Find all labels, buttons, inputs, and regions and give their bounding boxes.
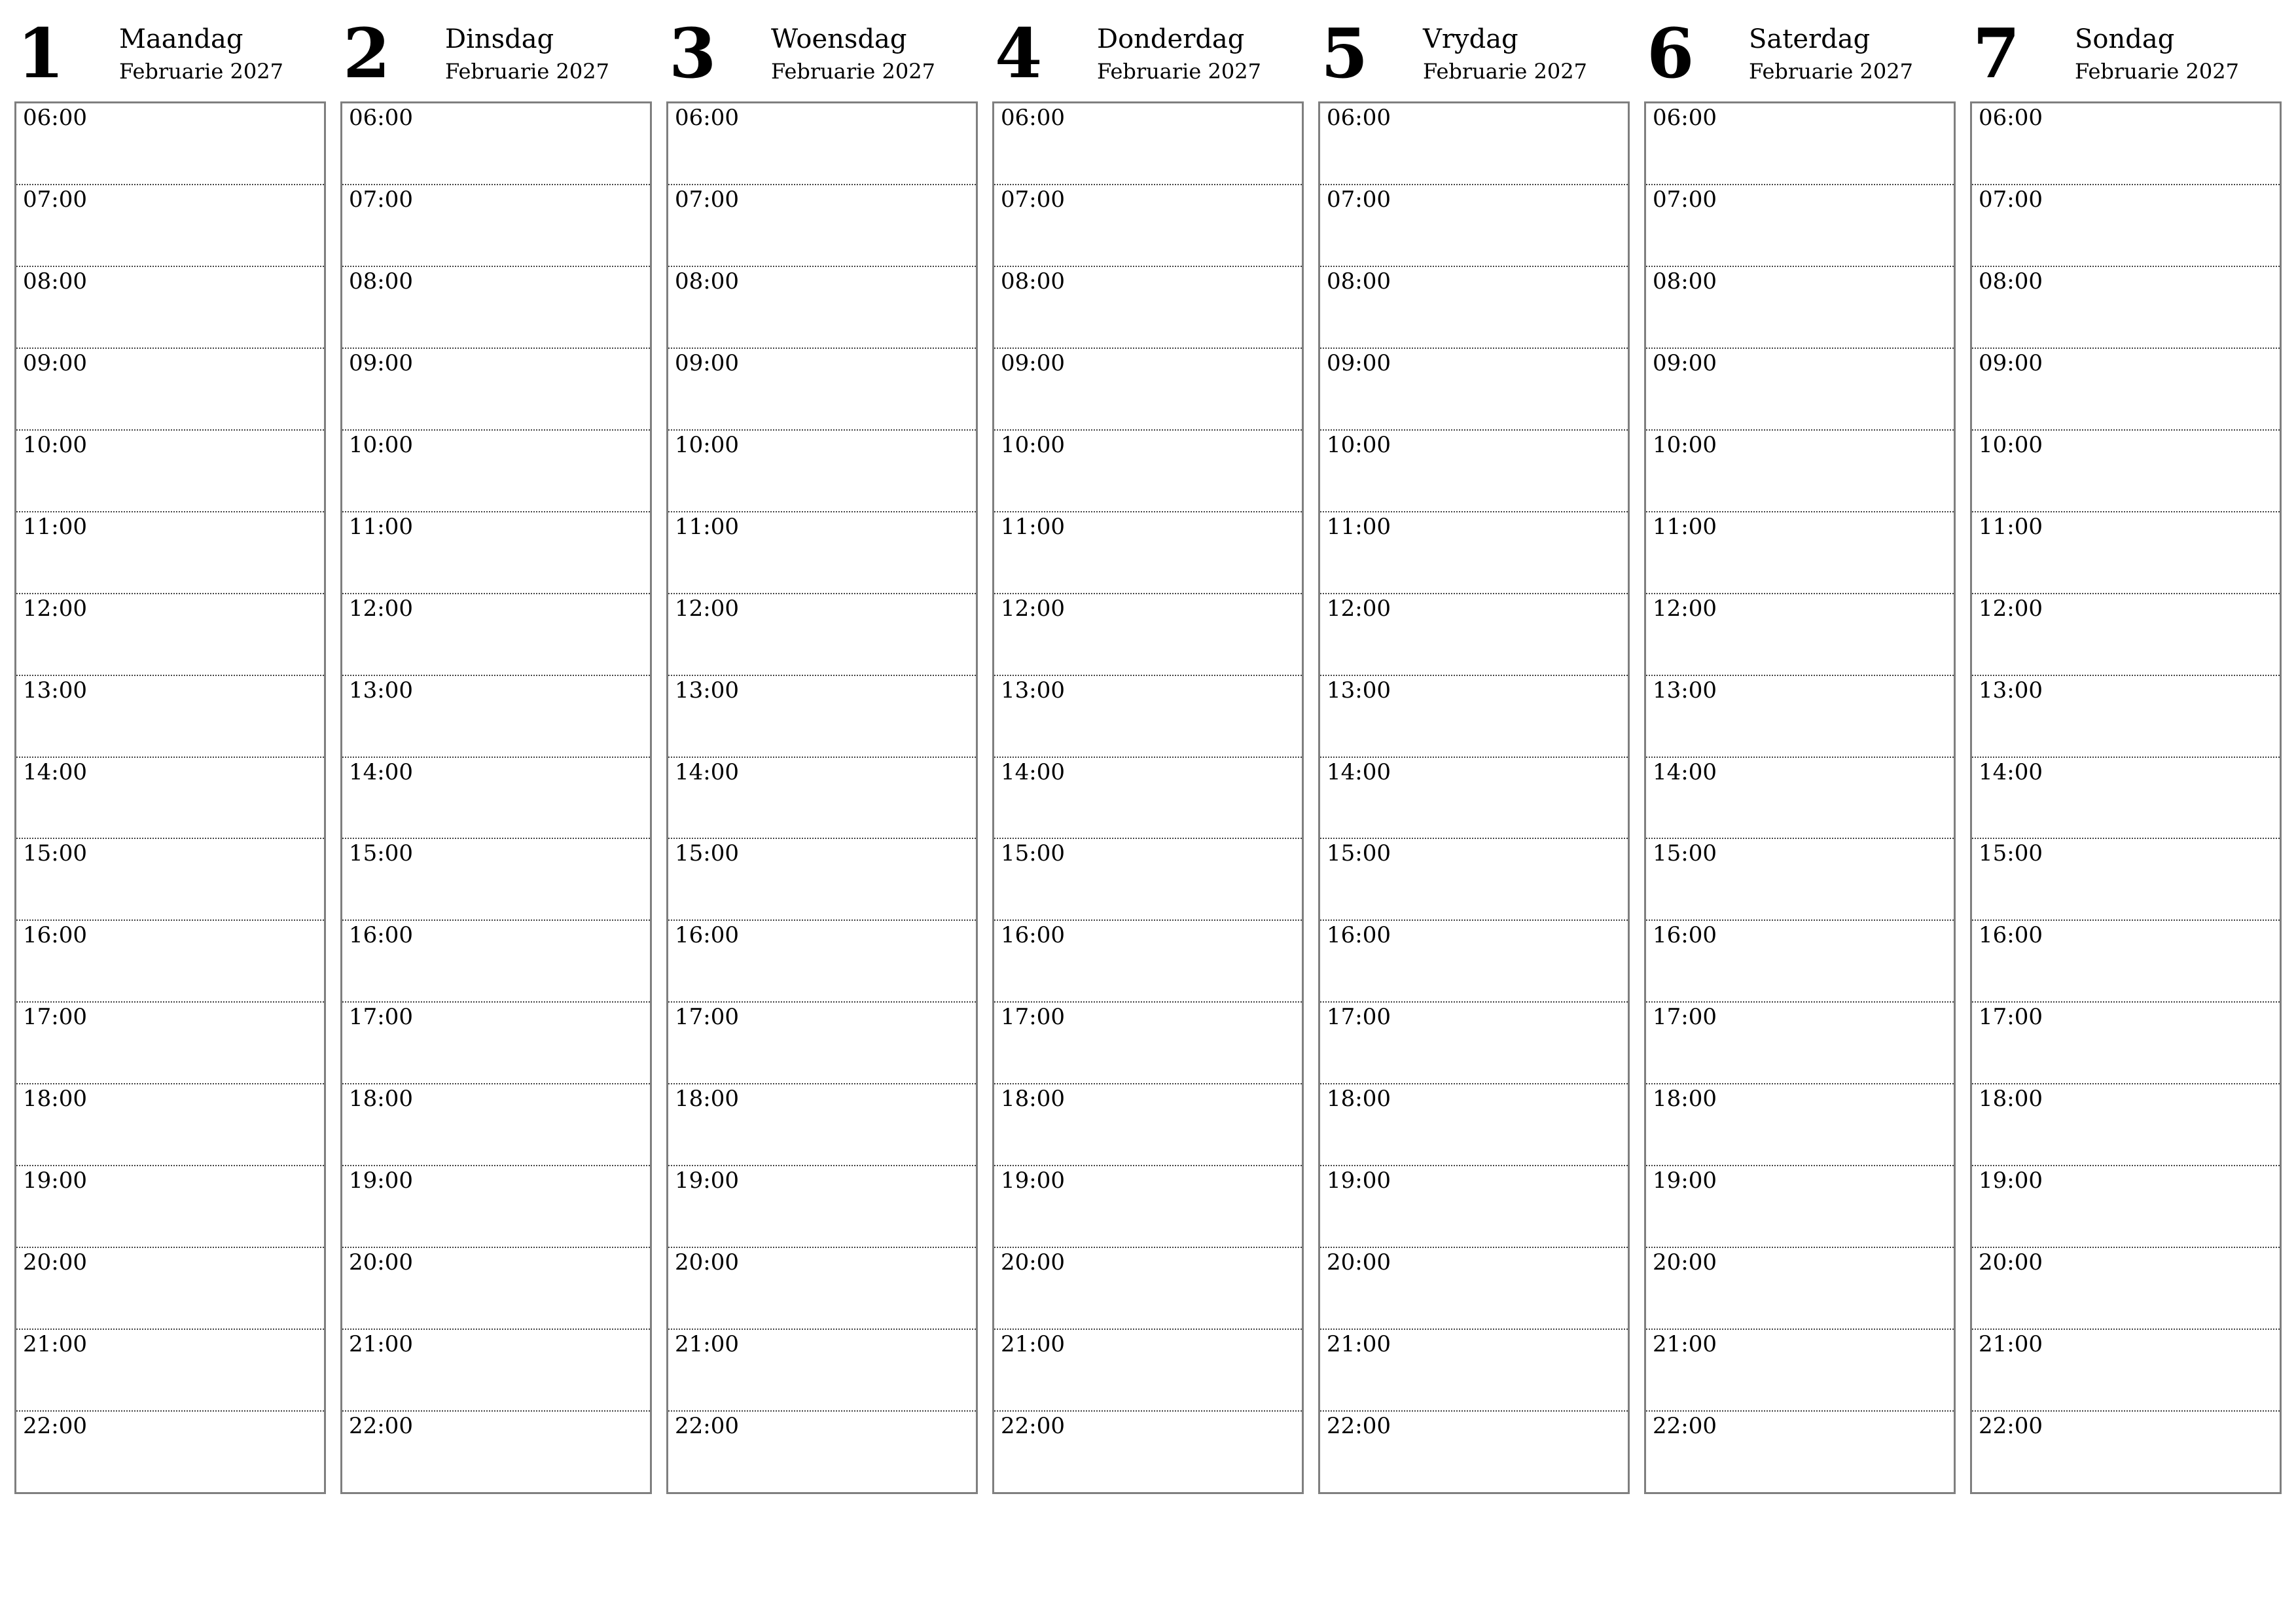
time-slot[interactable]	[1972, 839, 2280, 921]
time-slot[interactable]	[342, 512, 650, 594]
time-slot-label: 08:00	[1001, 268, 1065, 294]
time-slot-label: 07:00	[349, 186, 413, 213]
time-slot[interactable]	[342, 267, 650, 349]
time-slot-label: 13:00	[675, 677, 739, 704]
time-slot-label: 16:00	[23, 922, 87, 949]
time-slot[interactable]	[668, 431, 976, 512]
time-slot[interactable]	[1646, 512, 1954, 594]
time-slot-label: 15:00	[1979, 840, 2043, 867]
time-slot[interactable]	[1972, 185, 2280, 267]
time-slot-label: 11:00	[349, 513, 413, 540]
time-slot-label: 20:00	[23, 1249, 87, 1276]
time-slot[interactable]	[1972, 1084, 2280, 1166]
time-slot-label: 21:00	[23, 1331, 87, 1358]
time-slot-label: 21:00	[1001, 1331, 1065, 1358]
day-number: 4	[995, 13, 1043, 94]
time-slot-label: 09:00	[675, 349, 739, 376]
time-slot[interactable]	[668, 1330, 976, 1412]
time-slot[interactable]	[668, 103, 976, 185]
day-name: Donderdag	[1097, 24, 1245, 54]
time-slot[interactable]	[994, 185, 1302, 267]
time-slot[interactable]	[1972, 758, 2280, 840]
time-slot[interactable]	[16, 512, 324, 594]
day-month-label: Februarie 2027	[1097, 59, 1261, 84]
time-slot-label: 15:00	[349, 840, 413, 867]
time-slot[interactable]	[1972, 921, 2280, 1003]
time-slot[interactable]	[16, 431, 324, 512]
time-slot-label: 09:00	[1327, 349, 1391, 376]
time-slot-label: 06:00	[1327, 105, 1391, 131]
time-slot-label: 10:00	[675, 431, 739, 458]
time-slot[interactable]	[1646, 594, 1954, 676]
day-month-label: Februarie 2027	[1749, 59, 1913, 84]
time-slot[interactable]	[1320, 1412, 1628, 1492]
time-slot-label: 09:00	[23, 349, 87, 376]
time-slot[interactable]	[342, 185, 650, 267]
time-slot[interactable]	[16, 1412, 324, 1492]
time-slot[interactable]	[994, 1248, 1302, 1330]
time-slot-label: 22:00	[675, 1413, 739, 1439]
day-schedule-box	[1318, 101, 1630, 1494]
time-slot[interactable]	[668, 1003, 976, 1084]
time-slot-label: 17:00	[349, 1004, 413, 1031]
time-slot-label: 15:00	[1653, 840, 1717, 867]
time-slot-label: 19:00	[1327, 1168, 1391, 1194]
time-slot-label: 12:00	[1001, 595, 1065, 622]
time-slot-label: 16:00	[1979, 922, 2043, 949]
time-slot[interactable]	[342, 676, 650, 758]
time-slot-label: 18:00	[1653, 1086, 1717, 1113]
time-slot[interactable]	[1320, 1248, 1628, 1330]
time-slot-label: 19:00	[1653, 1168, 1717, 1194]
time-slot[interactable]	[668, 676, 976, 758]
time-slot[interactable]	[1646, 431, 1954, 512]
time-slot-label: 11:00	[23, 513, 87, 540]
day-name: Vrydag	[1423, 24, 1518, 54]
time-slot-label: 12:00	[675, 595, 739, 622]
time-slot-label: 13:00	[1001, 677, 1065, 704]
time-slot-label: 15:00	[675, 840, 739, 867]
time-slot-label: 20:00	[675, 1249, 739, 1276]
day-header	[666, 13, 978, 101]
day-column	[1970, 13, 2282, 1497]
time-slot[interactable]	[16, 1166, 324, 1248]
day-schedule-box	[14, 101, 326, 1494]
day-schedule-box	[1970, 101, 2282, 1494]
time-slot-label: 16:00	[1327, 922, 1391, 949]
time-slot-label: 22:00	[1327, 1413, 1391, 1439]
time-slot[interactable]	[668, 1248, 976, 1330]
time-slot[interactable]	[668, 1412, 976, 1492]
time-slot-label: 06:00	[1653, 105, 1717, 131]
time-slot[interactable]	[1646, 1166, 1954, 1248]
time-slot-label: 22:00	[1979, 1413, 2043, 1439]
time-slot-label: 06:00	[23, 105, 87, 131]
time-slot-label: 11:00	[1001, 513, 1065, 540]
time-slot[interactable]	[342, 349, 650, 431]
time-slot[interactable]	[1646, 1003, 1954, 1084]
time-slot[interactable]	[1646, 267, 1954, 349]
time-slot-label: 17:00	[675, 1004, 739, 1031]
time-slot[interactable]	[1320, 1084, 1628, 1166]
time-slot[interactable]	[1646, 185, 1954, 267]
time-slot[interactable]	[342, 594, 650, 676]
time-slot-label: 16:00	[349, 922, 413, 949]
time-slot-label: 12:00	[1653, 595, 1717, 622]
day-header	[340, 13, 652, 101]
day-number: 3	[669, 13, 717, 94]
time-slot[interactable]	[1320, 512, 1628, 594]
time-slot-label: 13:00	[1979, 677, 2043, 704]
time-slot[interactable]	[994, 676, 1302, 758]
time-slot[interactable]	[668, 349, 976, 431]
time-slot-label: 09:00	[349, 349, 413, 376]
time-slot[interactable]	[342, 1412, 650, 1492]
time-slot[interactable]	[994, 1003, 1302, 1084]
time-slot[interactable]	[342, 839, 650, 921]
time-slot-label: 08:00	[1653, 268, 1717, 294]
time-slot-label: 22:00	[23, 1413, 87, 1439]
time-slot[interactable]	[994, 1166, 1302, 1248]
day-column	[666, 13, 978, 1497]
time-slot[interactable]	[1646, 103, 1954, 185]
time-slot[interactable]	[1646, 349, 1954, 431]
day-number: 5	[1321, 13, 1369, 94]
time-slot-label: 20:00	[1653, 1249, 1717, 1276]
time-slot[interactable]	[1972, 594, 2280, 676]
time-slot[interactable]	[16, 1003, 324, 1084]
time-slot-label: 13:00	[1653, 677, 1717, 704]
time-slot-label: 17:00	[23, 1004, 87, 1031]
time-slot[interactable]	[1646, 839, 1954, 921]
time-slot[interactable]	[1646, 758, 1954, 840]
time-slot[interactable]	[994, 512, 1302, 594]
time-slot-label: 08:00	[1979, 268, 2043, 294]
time-slot-label: 14:00	[23, 758, 87, 785]
time-slot-label: 13:00	[349, 677, 413, 704]
time-slot[interactable]	[1320, 267, 1628, 349]
time-slot[interactable]	[668, 1084, 976, 1166]
time-slot-label: 09:00	[1653, 349, 1717, 376]
time-slot[interactable]	[1972, 1166, 2280, 1248]
time-slot[interactable]	[16, 839, 324, 921]
day-month-label: Februarie 2027	[119, 59, 283, 84]
time-slot[interactable]	[1320, 185, 1628, 267]
time-slot-label: 06:00	[349, 105, 413, 131]
time-slot[interactable]	[668, 839, 976, 921]
time-slot[interactable]	[1320, 103, 1628, 185]
time-slot-label: 07:00	[675, 186, 739, 213]
day-header	[992, 13, 1304, 101]
time-slot[interactable]	[342, 758, 650, 840]
time-slot-label: 18:00	[1327, 1086, 1391, 1113]
time-slot[interactable]	[342, 431, 650, 512]
time-slot[interactable]	[1972, 103, 2280, 185]
day-header	[1318, 13, 1630, 101]
time-slot[interactable]	[1646, 676, 1954, 758]
time-slot[interactable]	[994, 103, 1302, 185]
time-slot-label: 19:00	[1979, 1168, 2043, 1194]
time-slot[interactable]	[342, 921, 650, 1003]
time-slot-label: 21:00	[349, 1331, 413, 1358]
time-slot-label: 08:00	[23, 268, 87, 294]
time-slot[interactable]	[994, 839, 1302, 921]
time-slot[interactable]	[342, 1166, 650, 1248]
time-slot[interactable]	[994, 921, 1302, 1003]
time-slot[interactable]	[342, 1330, 650, 1412]
time-slot-label: 07:00	[1001, 186, 1065, 213]
time-slot[interactable]	[1972, 512, 2280, 594]
time-slot-label: 17:00	[1653, 1004, 1717, 1031]
time-slot[interactable]	[668, 512, 976, 594]
time-slot[interactable]	[16, 1248, 324, 1330]
time-slot-label: 19:00	[1001, 1168, 1065, 1194]
time-slot[interactable]	[1972, 676, 2280, 758]
day-name: Maandag	[119, 24, 243, 54]
time-slot[interactable]	[994, 267, 1302, 349]
day-column	[1318, 13, 1630, 1497]
day-column	[992, 13, 1304, 1497]
time-slot-label: 11:00	[675, 513, 739, 540]
time-slot-label: 22:00	[349, 1413, 413, 1439]
time-slot[interactable]	[16, 676, 324, 758]
day-schedule-box	[1644, 101, 1956, 1494]
time-slot[interactable]	[668, 758, 976, 840]
day-name: Sondag	[2075, 24, 2175, 54]
time-slot-label: 12:00	[23, 595, 87, 622]
time-slot[interactable]	[1972, 1330, 2280, 1412]
time-slot-label: 09:00	[1979, 349, 2043, 376]
time-slot[interactable]	[1646, 1330, 1954, 1412]
time-slot[interactable]	[668, 267, 976, 349]
time-slot[interactable]	[16, 103, 324, 185]
day-month-label: Februarie 2027	[1423, 59, 1587, 84]
time-slot-label: 06:00	[675, 105, 739, 131]
time-slot[interactable]	[16, 758, 324, 840]
time-slot-label: 16:00	[1653, 922, 1717, 949]
time-slot[interactable]	[342, 1003, 650, 1084]
time-slot-label: 11:00	[1653, 513, 1717, 540]
time-slot-label: 10:00	[1653, 431, 1717, 458]
time-slot-label: 06:00	[1001, 105, 1065, 131]
time-slot-label: 22:00	[1001, 1413, 1065, 1439]
time-slot-label: 09:00	[1001, 349, 1065, 376]
time-slot[interactable]	[1320, 1003, 1628, 1084]
day-number: 2	[343, 13, 391, 94]
time-slot-label: 18:00	[1001, 1086, 1065, 1113]
time-slot-label: 20:00	[1327, 1249, 1391, 1276]
time-slot-label: 17:00	[1001, 1004, 1065, 1031]
time-slot-label: 20:00	[349, 1249, 413, 1276]
time-slot-label: 07:00	[1327, 186, 1391, 213]
day-number: 7	[1973, 13, 2020, 94]
time-slot-label: 21:00	[1653, 1331, 1717, 1358]
time-slot-label: 17:00	[1979, 1004, 2043, 1031]
time-slot-label: 08:00	[675, 268, 739, 294]
day-number: 1	[17, 13, 65, 94]
time-slot[interactable]	[1972, 1003, 2280, 1084]
time-slot-label: 17:00	[1327, 1004, 1391, 1031]
time-slot-label: 18:00	[23, 1086, 87, 1113]
time-slot[interactable]	[994, 349, 1302, 431]
time-slot[interactable]	[1646, 1084, 1954, 1166]
time-slot-label: 15:00	[1327, 840, 1391, 867]
time-slot-label: 10:00	[1979, 431, 2043, 458]
time-slot-label: 16:00	[675, 922, 739, 949]
time-slot[interactable]	[994, 758, 1302, 840]
time-slot-label: 10:00	[23, 431, 87, 458]
time-slot[interactable]	[994, 431, 1302, 512]
time-slot[interactable]	[1320, 839, 1628, 921]
time-slot-label: 18:00	[675, 1086, 739, 1113]
time-slot[interactable]	[16, 1330, 324, 1412]
time-slot-label: 11:00	[1327, 513, 1391, 540]
time-slot[interactable]	[994, 1412, 1302, 1492]
time-slot[interactable]	[1972, 267, 2280, 349]
day-column	[340, 13, 652, 1497]
time-slot-label: 14:00	[349, 758, 413, 785]
time-slot-label: 14:00	[1001, 758, 1065, 785]
time-slot-label: 08:00	[349, 268, 413, 294]
time-slot-label: 21:00	[1327, 1331, 1391, 1358]
time-slot-label: 12:00	[1979, 595, 2043, 622]
day-name: Dinsdag	[445, 24, 554, 54]
time-slot[interactable]	[1320, 676, 1628, 758]
time-slot-label: 20:00	[1001, 1249, 1065, 1276]
time-slot-label: 19:00	[349, 1168, 413, 1194]
time-slot[interactable]	[1320, 921, 1628, 1003]
time-slot-label: 07:00	[1653, 186, 1717, 213]
time-slot[interactable]	[1972, 349, 2280, 431]
time-slot[interactable]	[994, 1084, 1302, 1166]
time-slot[interactable]	[1320, 594, 1628, 676]
time-slot[interactable]	[16, 267, 324, 349]
day-name: Woensdag	[771, 24, 907, 54]
day-header	[1644, 13, 1956, 101]
time-slot-label: 14:00	[675, 758, 739, 785]
time-slot-label: 14:00	[1653, 758, 1717, 785]
day-month-label: Februarie 2027	[2075, 59, 2239, 84]
day-name: Saterdag	[1749, 24, 1871, 54]
time-slot-label: 08:00	[1327, 268, 1391, 294]
time-slot[interactable]	[1646, 1412, 1954, 1492]
time-slot[interactable]	[16, 349, 324, 431]
time-slot-label: 18:00	[349, 1086, 413, 1113]
time-slot[interactable]	[1320, 431, 1628, 512]
time-slot-label: 22:00	[1653, 1413, 1717, 1439]
time-slot[interactable]	[1972, 1248, 2280, 1330]
time-slot[interactable]	[1646, 921, 1954, 1003]
time-slot-label: 19:00	[23, 1168, 87, 1194]
time-slot-label: 12:00	[1327, 595, 1391, 622]
time-slot[interactable]	[342, 103, 650, 185]
time-slot-label: 15:00	[23, 840, 87, 867]
time-slot-label: 07:00	[23, 186, 87, 213]
time-slot[interactable]	[16, 185, 324, 267]
time-slot[interactable]	[668, 921, 976, 1003]
time-slot-label: 07:00	[1979, 186, 2043, 213]
day-header	[1970, 13, 2282, 101]
time-slot[interactable]	[1320, 349, 1628, 431]
time-slot-label: 11:00	[1979, 513, 2043, 540]
time-slot-label: 13:00	[23, 677, 87, 704]
day-column	[1644, 13, 1956, 1497]
time-slot[interactable]	[668, 594, 976, 676]
time-slot[interactable]	[1972, 431, 2280, 512]
time-slot[interactable]	[994, 1330, 1302, 1412]
time-slot-label: 18:00	[1979, 1086, 2043, 1113]
time-slot[interactable]	[1646, 1248, 1954, 1330]
time-slot-label: 15:00	[1001, 840, 1065, 867]
time-slot-label: 06:00	[1979, 105, 2043, 131]
time-slot[interactable]	[1320, 1166, 1628, 1248]
weekly-planner	[14, 13, 2282, 1497]
day-month-label: Februarie 2027	[445, 59, 609, 84]
time-slot-label: 16:00	[1001, 922, 1065, 949]
time-slot[interactable]	[342, 1084, 650, 1166]
time-slot[interactable]	[342, 1248, 650, 1330]
day-header	[14, 13, 326, 101]
time-slot-label: 13:00	[1327, 677, 1391, 704]
day-schedule-box	[992, 101, 1304, 1494]
day-schedule-box	[666, 101, 978, 1494]
time-slot-label: 10:00	[1327, 431, 1391, 458]
day-schedule-box	[340, 101, 652, 1494]
time-slot-label: 20:00	[1979, 1249, 2043, 1276]
time-slot[interactable]	[994, 594, 1302, 676]
day-column	[14, 13, 326, 1497]
time-slot-label: 10:00	[349, 431, 413, 458]
time-slot[interactable]	[1972, 1412, 2280, 1492]
day-month-label: Februarie 2027	[771, 59, 935, 84]
time-slot[interactable]	[668, 1166, 976, 1248]
time-slot-label: 14:00	[1327, 758, 1391, 785]
time-slot[interactable]	[1320, 1330, 1628, 1412]
time-slot[interactable]	[16, 921, 324, 1003]
time-slot[interactable]	[668, 185, 976, 267]
time-slot-label: 19:00	[675, 1168, 739, 1194]
time-slot[interactable]	[16, 1084, 324, 1166]
time-slot[interactable]	[1320, 758, 1628, 840]
time-slot-label: 21:00	[1979, 1331, 2043, 1358]
time-slot-label: 12:00	[349, 595, 413, 622]
day-number: 6	[1647, 13, 1695, 94]
time-slot[interactable]	[16, 594, 324, 676]
time-slot-label: 14:00	[1979, 758, 2043, 785]
time-slot-label: 21:00	[675, 1331, 739, 1358]
time-slot-label: 10:00	[1001, 431, 1065, 458]
